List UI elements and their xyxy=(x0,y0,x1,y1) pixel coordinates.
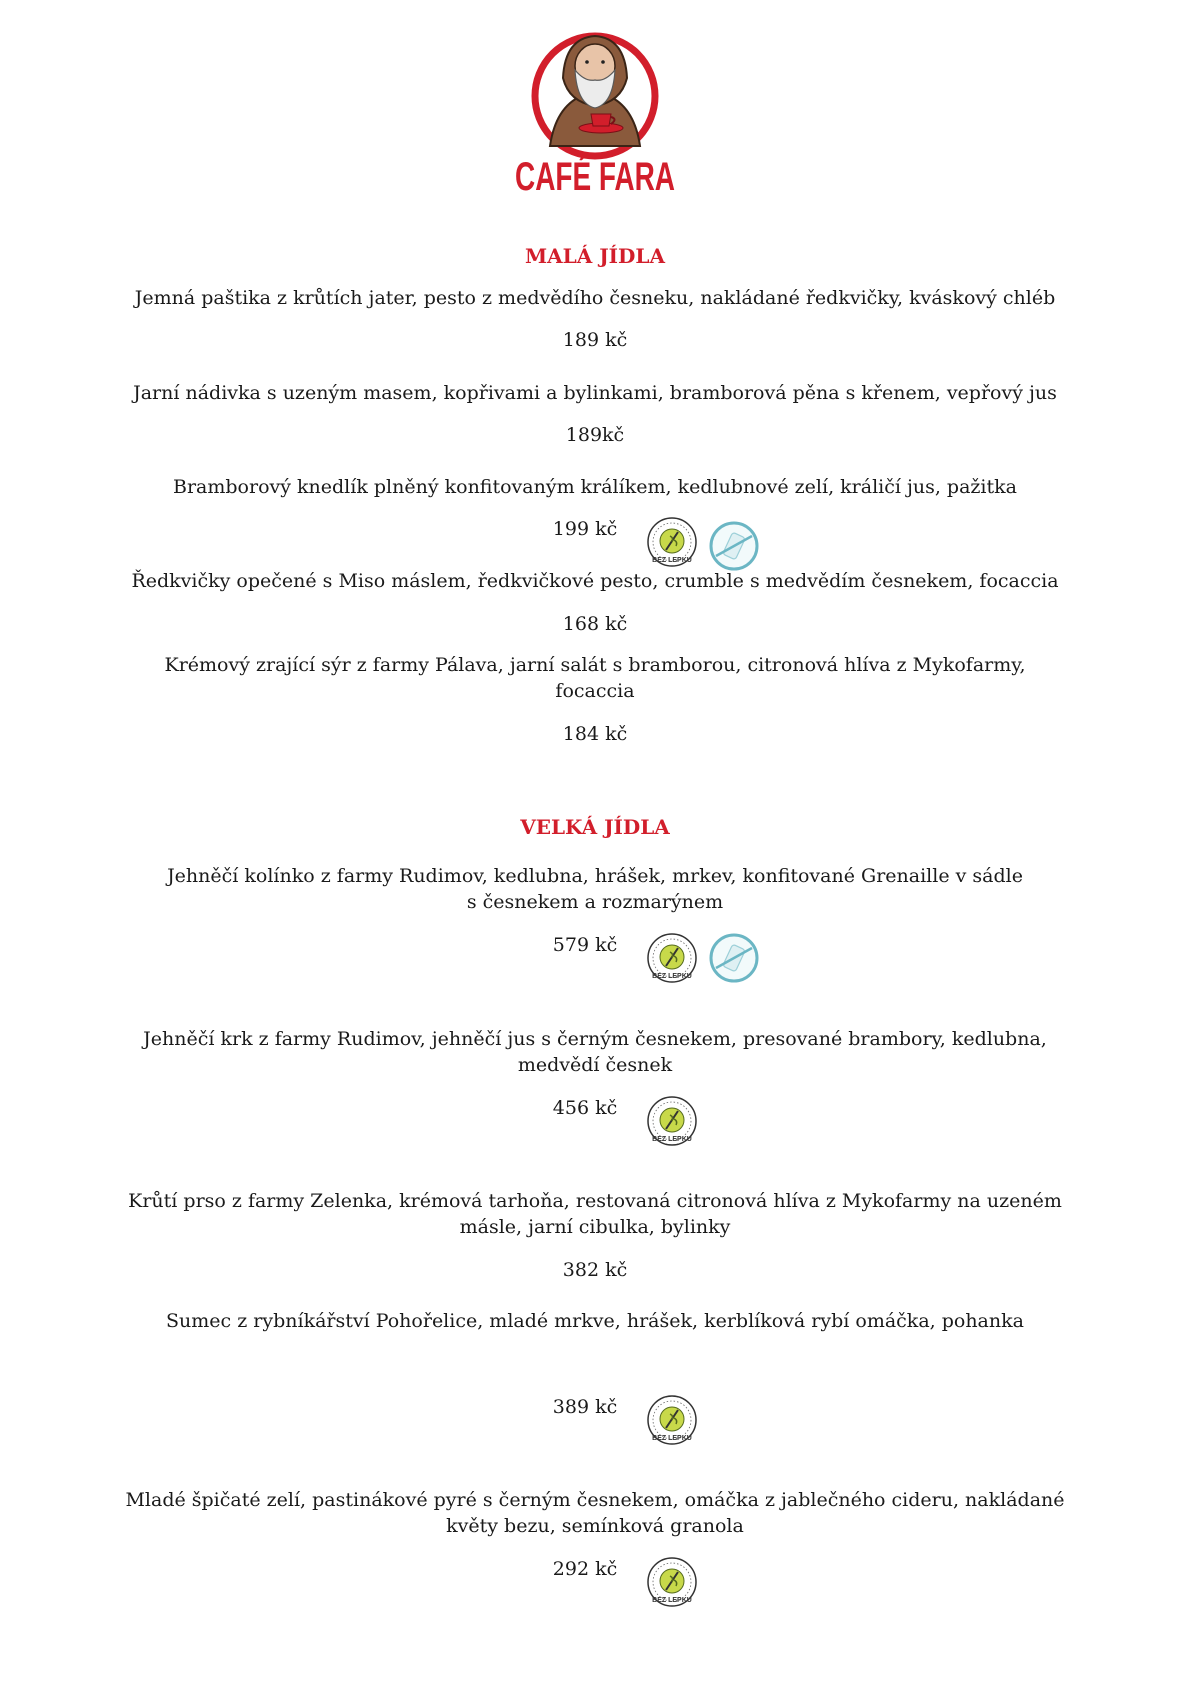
menu-item-price: 184 kč xyxy=(562,723,628,745)
gluten-free-icon xyxy=(646,516,698,568)
description-line: Krémový zrající sýr z farmy Pálava, jarní salát s bramborou, citronová hlíva z Mykofarmy, xyxy=(164,654,1026,676)
cafe-fara-logo xyxy=(505,18,744,199)
description-line: Krůtí prso z farmy Zelenka, krémová tarhoňa, restovaná citronová hlíva z Mykofarmy na uzeném xyxy=(128,1190,1062,1212)
menu-item-description: Jarní nádivka s uzeným masem, kopřivami a bylinkami, bramborová pěna s křenem, vepřový jus xyxy=(133,382,1057,404)
gluten-free-icon xyxy=(646,1394,698,1446)
menu-item-price: 382 kč xyxy=(562,1259,628,1281)
svg-text:BEZ LEPKU: BEZ LEPKU xyxy=(652,1136,692,1143)
menu-item-price: 579 kč xyxy=(552,934,618,956)
description-line: s česnekem a rozmarýnem xyxy=(466,891,724,913)
description-line: Jehněčí krk z farmy Rudimov, jehněčí jus s černým česnekem, presované brambory, kedlubna, xyxy=(143,1028,1047,1050)
menu-item-description: Jemná paštika z krůtích jater, pesto z medvědího česneku, nakládané ředkvičky, kváskový chléb xyxy=(134,287,1056,309)
menu-item-description: Ředkvičky opečené s Miso máslem, ředkvičkové pesto, crumble s medvědím česnekem, focaccia xyxy=(131,570,1059,592)
menu-item-description xyxy=(0,652,1190,704)
svg-text:BEZ LEPKU: BEZ LEPKU xyxy=(652,557,692,564)
gluten-free-icon xyxy=(646,1556,698,1608)
menu-item-price: 199 kč xyxy=(552,518,618,540)
menu-item-description: Sumec z rybníkářství Pohořelice, mladé mrkve, hrášek, kerblíková rybí omáčka, pohanka xyxy=(166,1310,1024,1332)
description-line: Jehněčí kolínko z farmy Rudimov, kedlubna, hrášek, mrkev, konfitované Grenaille v sádle xyxy=(167,865,1023,887)
lactose-free-icon xyxy=(708,520,760,572)
menu-item-price: 168 kč xyxy=(562,613,628,635)
menu-item-price: 456 kč xyxy=(552,1097,618,1119)
logo-text: CAFÉ FARA xyxy=(515,155,744,199)
menu-item-description xyxy=(0,1026,1190,1078)
menu-item-price: 189 kč xyxy=(562,329,628,351)
gluten-free-icon xyxy=(646,932,698,984)
lactose-free-icon xyxy=(708,932,760,984)
menu-item-description xyxy=(0,863,1190,915)
menu-item-description xyxy=(0,1188,1190,1240)
description-line: květy bezu, semínková granola xyxy=(446,1515,744,1537)
section-title-main-dishes: VELKÁ JÍDLA xyxy=(520,815,670,839)
description-line: Mladé špičaté zelí, pastinákové pyré s černým česnekem, omáčka z jablečného cideru, nakládané xyxy=(125,1489,1065,1511)
description-line: focaccia xyxy=(555,680,635,702)
menu-item-description: Bramborový knedlík plněný konfitovaným králíkem, kedlubnové zelí, králičí jus, pažitka xyxy=(173,476,1017,498)
svg-text:BEZ LEPKU: BEZ LEPKU xyxy=(652,973,692,980)
description-line: medvědí česnek xyxy=(517,1054,673,1076)
svg-text:BEZ LEPKU: BEZ LEPKU xyxy=(652,1435,692,1442)
menu-item-price: 389 kč xyxy=(552,1396,618,1418)
menu-item-price: 292 kč xyxy=(552,1558,618,1580)
description-line: másle, jarní cibulka, bylinky xyxy=(459,1216,731,1238)
svg-text:BEZ LEPKU: BEZ LEPKU xyxy=(652,1597,692,1604)
section-title-small-dishes: MALÁ JÍDLA xyxy=(525,244,665,268)
menu-item-price: 189kč xyxy=(565,424,625,446)
gluten-free-icon xyxy=(646,1095,698,1147)
menu-item-description xyxy=(0,1487,1190,1539)
